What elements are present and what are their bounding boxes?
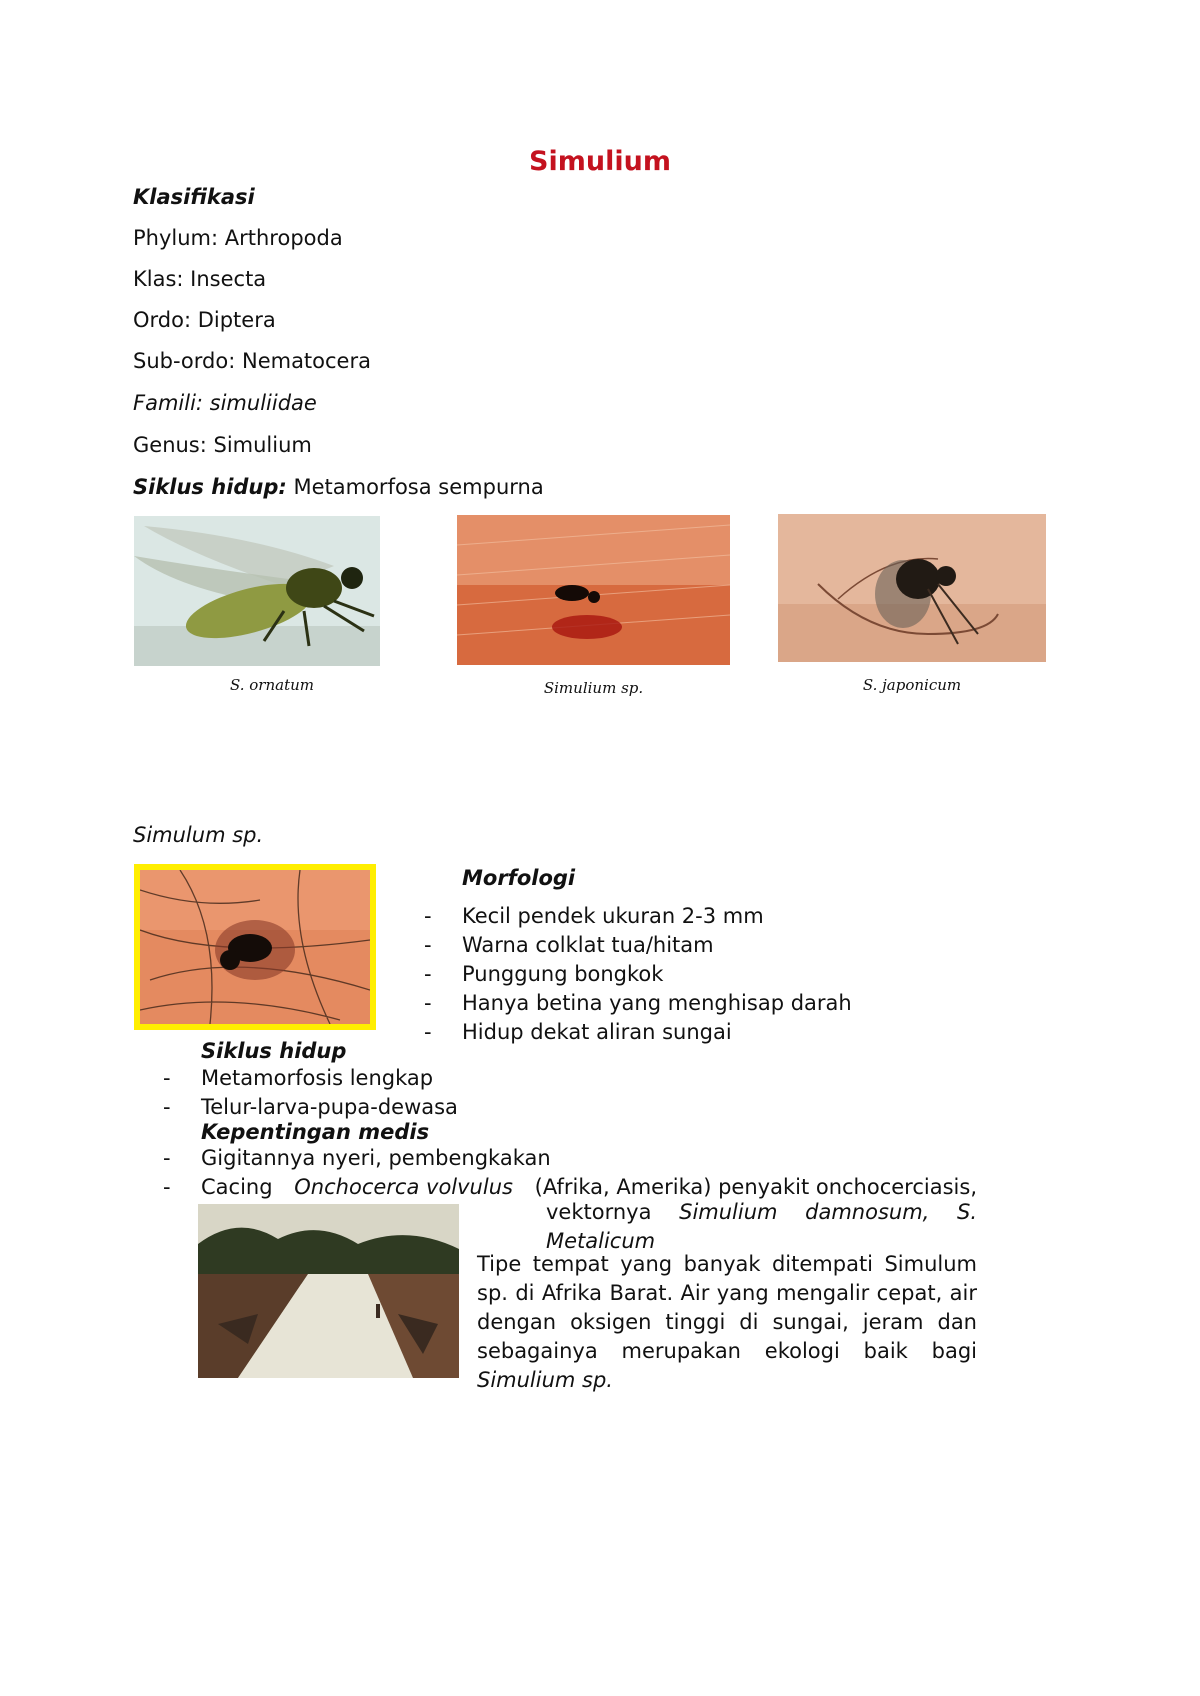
photo-simulium-sp — [457, 515, 730, 665]
ordo-line: Ordo: Diptera — [133, 308, 276, 332]
habitat-paragraph — [477, 1250, 977, 1395]
siklus-hidup-item: - Telur-larva-pupa-dewasa — [201, 1093, 458, 1122]
section-title: Simulum sp. — [133, 823, 264, 847]
morfologi-list — [462, 902, 852, 1047]
subordo-line: Sub-ordo: Nematocera — [133, 349, 371, 373]
kepentingan-heading: Kepentingan medis — [201, 1120, 430, 1144]
caption-s-ornatum: S. ornatum — [230, 676, 314, 694]
onchocerca-name: Onchocerca volvulus — [294, 1175, 513, 1199]
caption-simulium-sp: Simulium sp. — [543, 679, 644, 697]
siklus-hidup-list — [201, 1064, 458, 1122]
famili-line: Famili: simuliidae — [133, 391, 317, 415]
caption-s-japonicum: S. japonicum — [862, 676, 962, 694]
photo-s-japonicum — [778, 514, 1046, 662]
phylum-line: Phylum: Arthropoda — [133, 226, 343, 250]
morfologi-item: - Punggung bongkok — [462, 960, 852, 989]
morfologi-heading: Morfologi — [462, 866, 576, 890]
siklus-value: Metamorfosa sempurna — [286, 475, 544, 499]
kepentingan-item: - Gigitannya nyeri, pembengkakan — [201, 1144, 977, 1173]
vektor-text — [546, 1198, 977, 1256]
morfologi-item: - Kecil pendek ukuran 2-3 mm — [462, 902, 852, 931]
morfologi-item: - Warna colklat tua/hitam — [462, 931, 852, 960]
vektor-species: Simulium damnosum, S. Metalicum — [546, 1200, 978, 1253]
morfologi-item: - Hidup dekat aliran sungai — [462, 1018, 852, 1047]
habitat-text: Tipe tempat yang banyak ditempati Simulum sp. di Afrika Barat. Air yang mengalir cepat, air dengan oksigen tinggi di sungai, jeram dan sebagainya merupakan ekologi baik bagi — [477, 1252, 977, 1363]
kepentingan-text-a: - Cacing — [201, 1175, 273, 1199]
siklus-hidup-item: - Metamorfosis lengkap — [201, 1064, 458, 1093]
vektor-label: vektornya — [546, 1200, 680, 1224]
morfologi-item: - Hanya betina yang menghisap darah — [462, 989, 852, 1018]
klas-line: Klas: Insecta — [133, 267, 267, 291]
klasifikasi-heading: Klasifikasi — [133, 185, 255, 209]
genus-line: Genus: Simulium — [133, 433, 312, 457]
kepentingan-text-c: (Afrika, Amerika) penyakit onchocerciasis, — [534, 1175, 977, 1199]
siklus-line — [133, 474, 544, 501]
photo-river-habitat — [198, 1204, 459, 1378]
kepentingan-list — [201, 1144, 977, 1202]
habitat-species: Simulium sp. — [477, 1368, 613, 1392]
siklus-label: Siklus hidup: — [133, 475, 287, 499]
document-title: Simulium — [529, 146, 671, 177]
siklus-hidup-heading: Siklus hidup — [201, 1039, 347, 1063]
photo-simulium-on-skin — [134, 864, 376, 1030]
photo-s-ornatum — [134, 516, 380, 666]
